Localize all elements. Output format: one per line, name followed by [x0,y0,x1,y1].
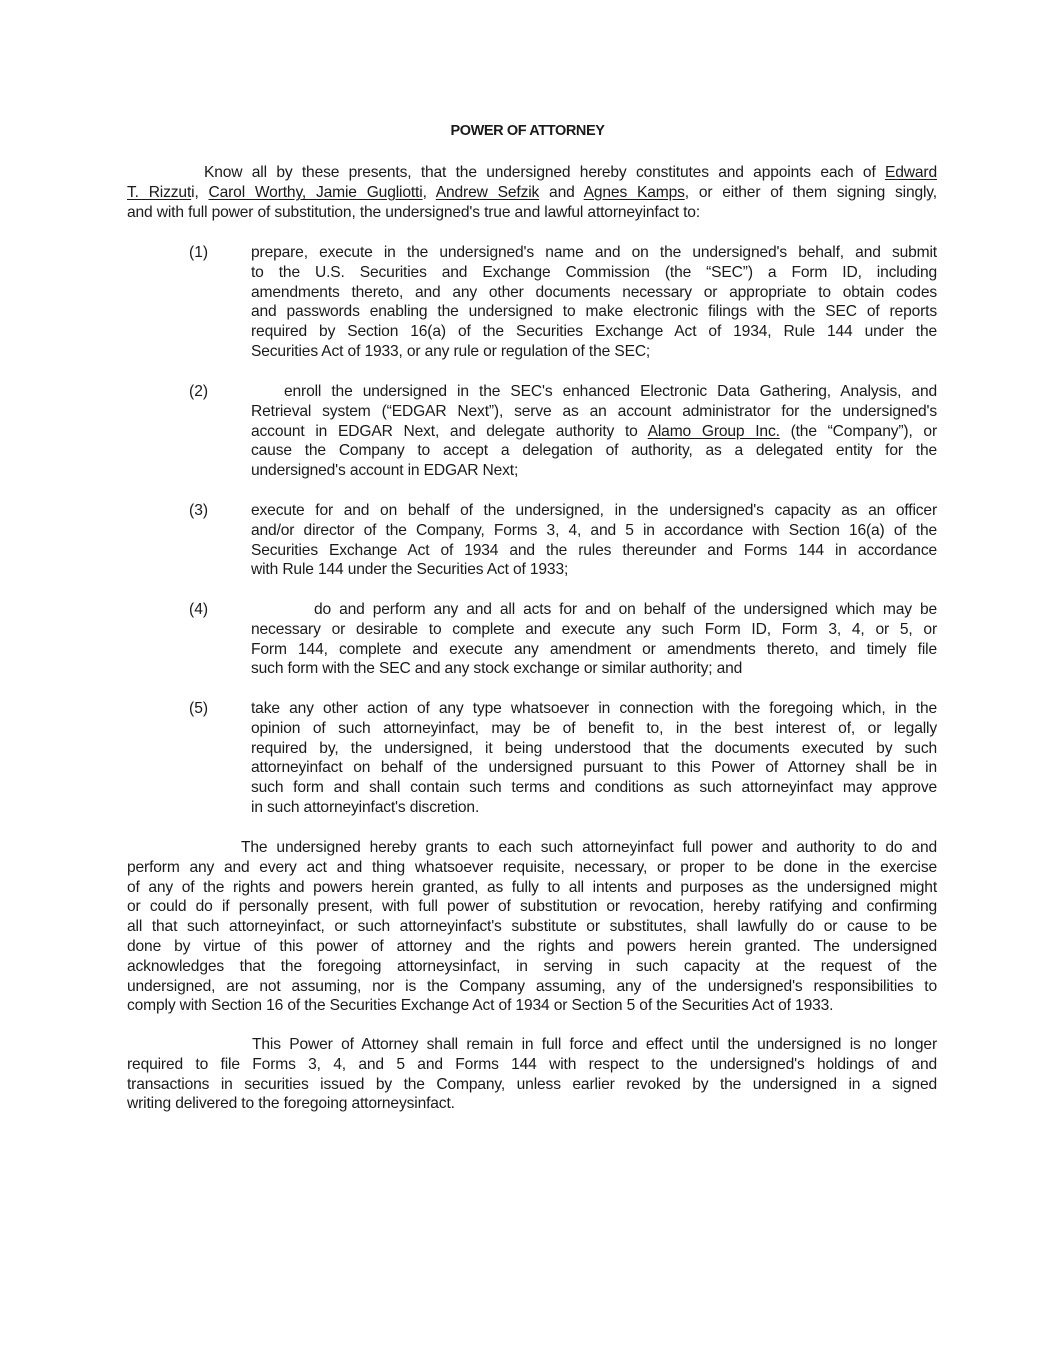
text-line: undersigned, are not assuming, nor is the Company assuming, any of the undersigned's responsibilities to [127,977,937,995]
underlined-name: Andrew Sefzik [435,183,540,201]
text-line: necessary or desirable to complete and execute any such Form ID, Form 3, 4, or 5, or [251,620,937,638]
list-item [251,243,937,362]
text-line: required by Section 16(a) of the Securities Exchange Act of 1934, Rule 144 under the [251,323,937,341]
text-line [251,422,937,442]
duration-paragraph [127,1035,937,1114]
text-segment: Know all by these presents, that the undersigned hereby constitutes and appoints each of [204,164,886,181]
list-item [251,699,937,818]
text-line: transactions in securities issued by the Company, unless earlier revoked by the undersigned in a signed [127,1075,937,1093]
text-line: attorneyinfact on behalf of the undersigned pursuant to this Power of Attorney shall be in [251,759,937,777]
text-line: The undersigned hereby grants to each such attorneyinfact full power and authority to do and [241,839,937,856]
text-line: execute for and on behalf of the undersigned, in the undersigned's capacity as an officer [251,502,937,519]
text-line: acknowledges that the foregoing attorneysinfact, in serving in such capacity at the request of the [127,957,937,975]
item-number: (2) [189,383,209,400]
text-line: all that such attorneyinfact, or such attorneyinfact's substitute or substitutes, shall lawfully do or cause to be [127,918,937,936]
item-number: (4) [189,601,209,618]
text-line: and/or director of the Company, Forms 3, 4, and 5 in accordance with Section 16(a) of the [251,521,937,539]
item-number: (1) [189,244,209,261]
list-item [251,501,937,580]
document-title: POWER OF ATTORNEY [450,123,605,139]
item-number: (3) [189,502,209,519]
underlined-name: Carol Worthy, Jamie Gugliotti [208,183,423,201]
text-line [127,183,937,203]
text-segment: Retrieval system (“EDGAR Next”), serve as an account administrator for the undersigned's [251,402,937,420]
text-line: perform any and every act and thing whatsoever requisite, necessary, or proper to be done in the exercise [127,858,937,876]
text-line: opinion of such attorneyinfact, may be of benefit to, in the best interest of, or legally [251,719,937,737]
text-line: required by, the undersigned, it being understood that the documents executed by such [251,739,937,757]
text-line [251,402,937,422]
text-line: in such attorneyinfact's discretion. [251,798,480,816]
text-segment: and [539,183,584,201]
text-line: required to file Forms 3, 4, and 5 and Forms 144 with respect to the undersigned's holdings of and [127,1055,937,1073]
underlined-name: Agnes Kamps [583,183,685,201]
text-line: Securities Act of 1933, or any rule or regulation of the SEC; [251,342,651,360]
list-item [251,382,937,481]
text-line: enroll the undersigned in the SEC's enhanced Electronic Data Gathering, Analysis, and [284,383,937,400]
underlined-name: T. Rizzut [127,183,192,201]
text-line: do and perform any and all acts for and on behalf of the undersigned which may be [314,601,937,618]
list-item [251,600,937,679]
text-line: Securities Exchange Act of 1934 and the rules thereunder and Forms 144 in accordance [251,541,937,559]
underlined-name: Edward [885,164,937,181]
intro-paragraph [127,163,937,222]
text-segment: , [422,183,436,201]
grant-paragraph [127,838,937,1016]
text-line: with Rule 144 under the Securities Act of 1933; [251,561,569,579]
text-line: and with full power of substitution, the undersigned's true and lawful attorneyinfact to: [127,203,701,221]
text-line: take any other action of any type whatsoever in connection with the foregoing which, in the [251,700,937,717]
text-line: amendments thereto, and any other documents necessary or appropriate to obtain codes [251,283,937,301]
text-line: comply with Section 16 of the Securities Exchange Act of 1934 or Section 5 of the Securities Act of 1933. [127,997,834,1015]
text-line: and passwords enabling the undersigned to make electronic filings with the SEC of reports [251,303,937,321]
text-line: or could do if personally present, with full power of substitution or revocation, hereby ratifying and confirming [127,898,937,916]
text-line: done by virtue of this power of attorney and the rights and powers herein granted. The undersigned [127,937,937,955]
text-line: undersigned's account in EDGAR Next; [251,462,519,480]
text-line: This Power of Attorney shall remain in full force and effect until the undersigned is no longer [252,1036,937,1053]
underlined-name: Alamo Group Inc. [647,422,780,440]
text-line: such form and shall contain such terms and conditions as such attorneyinfact may approve [251,779,937,797]
text-segment: (the “Company”), or [779,422,937,440]
text-line: cause the Company to accept a delegation of authority, as a delegated entity for the [251,442,937,460]
text-line [127,163,937,183]
text-line: writing delivered to the foregoing attorneysinfact. [127,1095,455,1113]
text-line: such form with the SEC and any stock exchange or similar authority; and [251,660,743,678]
text-line: to the U.S. Securities and Exchange Commission (the “SEC”) a Form ID, including [251,263,937,281]
text-segment: account in EDGAR Next, and delegate authority to [251,422,648,440]
text-line: Form 144, complete and execute any amendment or amendments thereto, and timely file [251,640,937,658]
text-line: of any of the rights and powers herein granted, as fully to all intents and purposes as the undersigned might [127,878,937,896]
text-segment: i, [191,183,209,201]
item-number: (5) [189,700,209,717]
text-segment: , or either of them signing singly, [684,183,937,201]
text-line: prepare, execute in the undersigned's name and on the undersigned's behalf, and submit [251,244,937,261]
